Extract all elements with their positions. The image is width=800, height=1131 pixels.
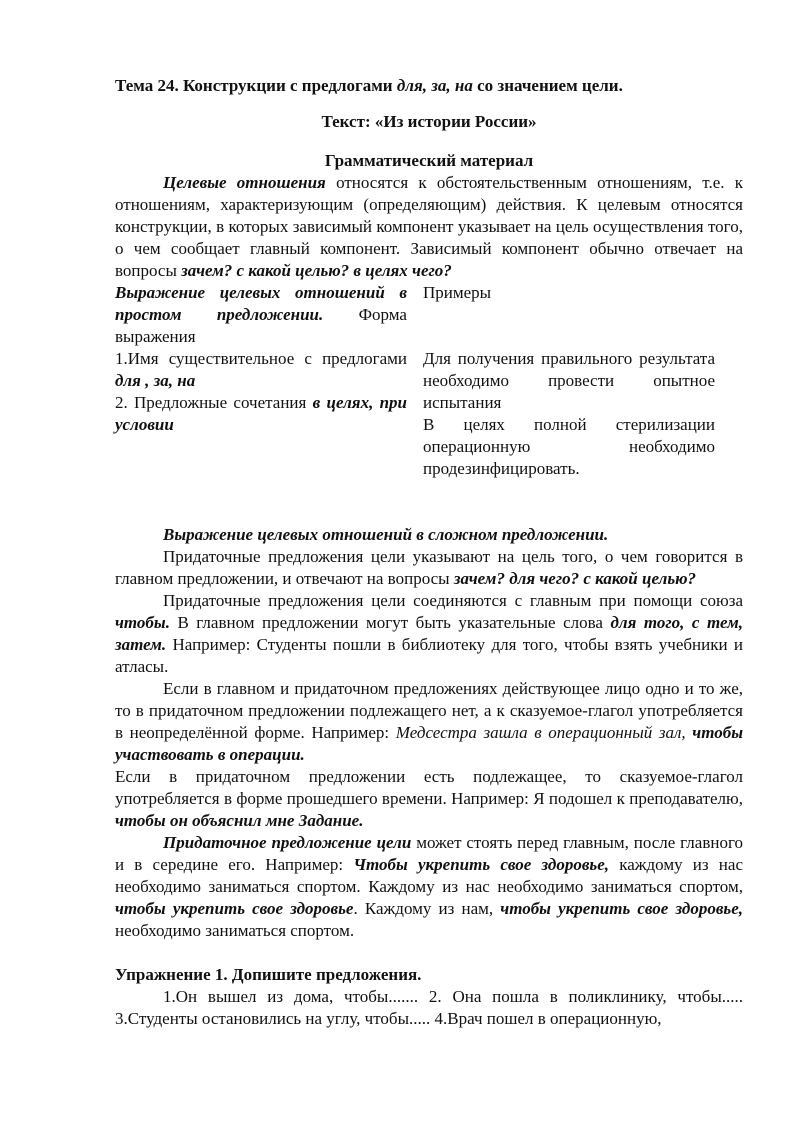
complex-paragraph-2 [115, 590, 743, 678]
table-row-1-example: Для получения правильного результата необходимо провести опытное испытания [423, 349, 715, 412]
table-right-cell [423, 348, 715, 480]
p2-e: Например: Студенты пошли в библиотеку для того, чтобы взять учебники и атласы. [115, 635, 743, 676]
topic-prefix: Тема 24. Конструкции с предлогами [115, 76, 397, 95]
table-left-heading-emphasis: Выражение целевых отношений в простом предложении. [115, 283, 407, 324]
table-row-2-example: В целях полной стерилизации операционную необходимо продезинфицировать. [423, 415, 715, 478]
p4-example-emphasis: чтобы он объяснил мне Задание. [115, 811, 364, 830]
p5-term: Придаточное предложение цели [163, 833, 412, 852]
complex-paragraph-3 [115, 678, 743, 766]
examples-table-body [115, 348, 743, 480]
table-row-2-form [115, 392, 407, 436]
table-left-header [115, 282, 407, 348]
table-left-cell [115, 348, 407, 480]
p5-d: необходимо заниматься спортом. [115, 921, 355, 940]
complex-paragraph-5 [115, 832, 743, 942]
spacer [115, 480, 743, 524]
intro-paragraph [115, 172, 743, 282]
topic-suffix: со значением цели. [472, 76, 623, 95]
p4-a: Если в придаточном предложении есть подлежащее, то сказуемое-глагол употребляется в форме прошедшего времени. Например: Я подошел к преподавателю, [115, 767, 743, 808]
grammar-heading: Грамматический материал [324, 151, 534, 170]
p2-a: Придаточные предложения цели соединяются с главным при помощи союза [163, 591, 743, 610]
text-title: Текст: «Из истории России» [321, 112, 537, 131]
table-right-header [423, 282, 715, 348]
spacer [115, 942, 743, 964]
p5-c: . Каждому из нам, [353, 899, 501, 918]
exercise-text: 1.Он вышел из дома, чтобы....... 2. Она пошла в поликлинику, чтобы..... 3.Студенты остановились на углу, чтобы..... 4.Врач пошел в операционную, [115, 987, 743, 1028]
document-page [115, 72, 743, 1030]
p5-example-3: чтобы укрепить свое здоровье, [500, 899, 744, 918]
p3-a: Если в главном и придаточном предложениях действующее лицо одно и то же, то в придаточном предложении подлежащего нет, а к сказуемое-глагол употребляется в неопределённой форме. Например: [115, 679, 743, 742]
examples-table-header [115, 282, 743, 348]
p5-example-2: чтобы укрепить свое здоровье [115, 899, 354, 918]
p5-a: может стоять перед главным, после главного и в середине его. Например: [115, 833, 743, 874]
row2-form-combinations: в целях, при условии [115, 393, 408, 434]
intro-questions: зачем? с какой целью? в целях чего? [181, 261, 452, 280]
table-left-heading-rest: Форма выражения [115, 305, 407, 346]
p2-demonstratives: для того, с тем, затем. [115, 613, 743, 654]
row2-form-text: 2. Предложные сочетания [115, 393, 313, 412]
row1-form-text: 1.Имя существительное с предлогами [115, 349, 407, 368]
p5-example-1: Чтобы укрепить свое здоровье, [353, 855, 609, 874]
table-right-heading: Примеры [423, 283, 492, 302]
intro-body: относятся к обстоятельственным отношениям, т.е. к отношениям, характеризующим (определяющим) действия. К целевым относятся конструкции, в которых зависимый компонент указывает на цель осуществления того, о чем сообщает главный компонент. Зависимый компонент обычно отвечает на вопросы [115, 173, 743, 280]
topic-prepositions: для, за, на [396, 76, 473, 95]
exercise-heading: Упражнение 1. Допишите предложения. [115, 965, 422, 984]
p1-text: Придаточные предложения цели указывают на цель того, о чем говорится в главном предложении, и отвечают на вопросы [115, 547, 743, 588]
p2-c: В главном предложении могут быть указательные слова [169, 613, 611, 632]
complex-heading: Выражение целевых отношений в сложном предложении. [163, 525, 609, 544]
p1-questions: зачем? для чего? с какой целью? [453, 569, 696, 588]
intro-term: Целевые отношения [163, 173, 326, 192]
complex-paragraph-4 [115, 766, 743, 832]
p5-b: каждому из нас необходимо заниматься спортом. Каждому из нас необходимо заниматься спортом, [115, 855, 743, 896]
complex-paragraph-1 [115, 546, 743, 590]
row1-form-prepositions: для , за, на [115, 371, 196, 390]
p2-conjunction: чтобы. [115, 613, 170, 632]
p3-example-italic: Медсестра зашла в операционный зал, [395, 723, 686, 742]
topic-heading [115, 72, 743, 100]
p3-example-emphasis: чтобы участвовать в операции. [115, 723, 743, 764]
table-row-1-form [115, 348, 407, 392]
